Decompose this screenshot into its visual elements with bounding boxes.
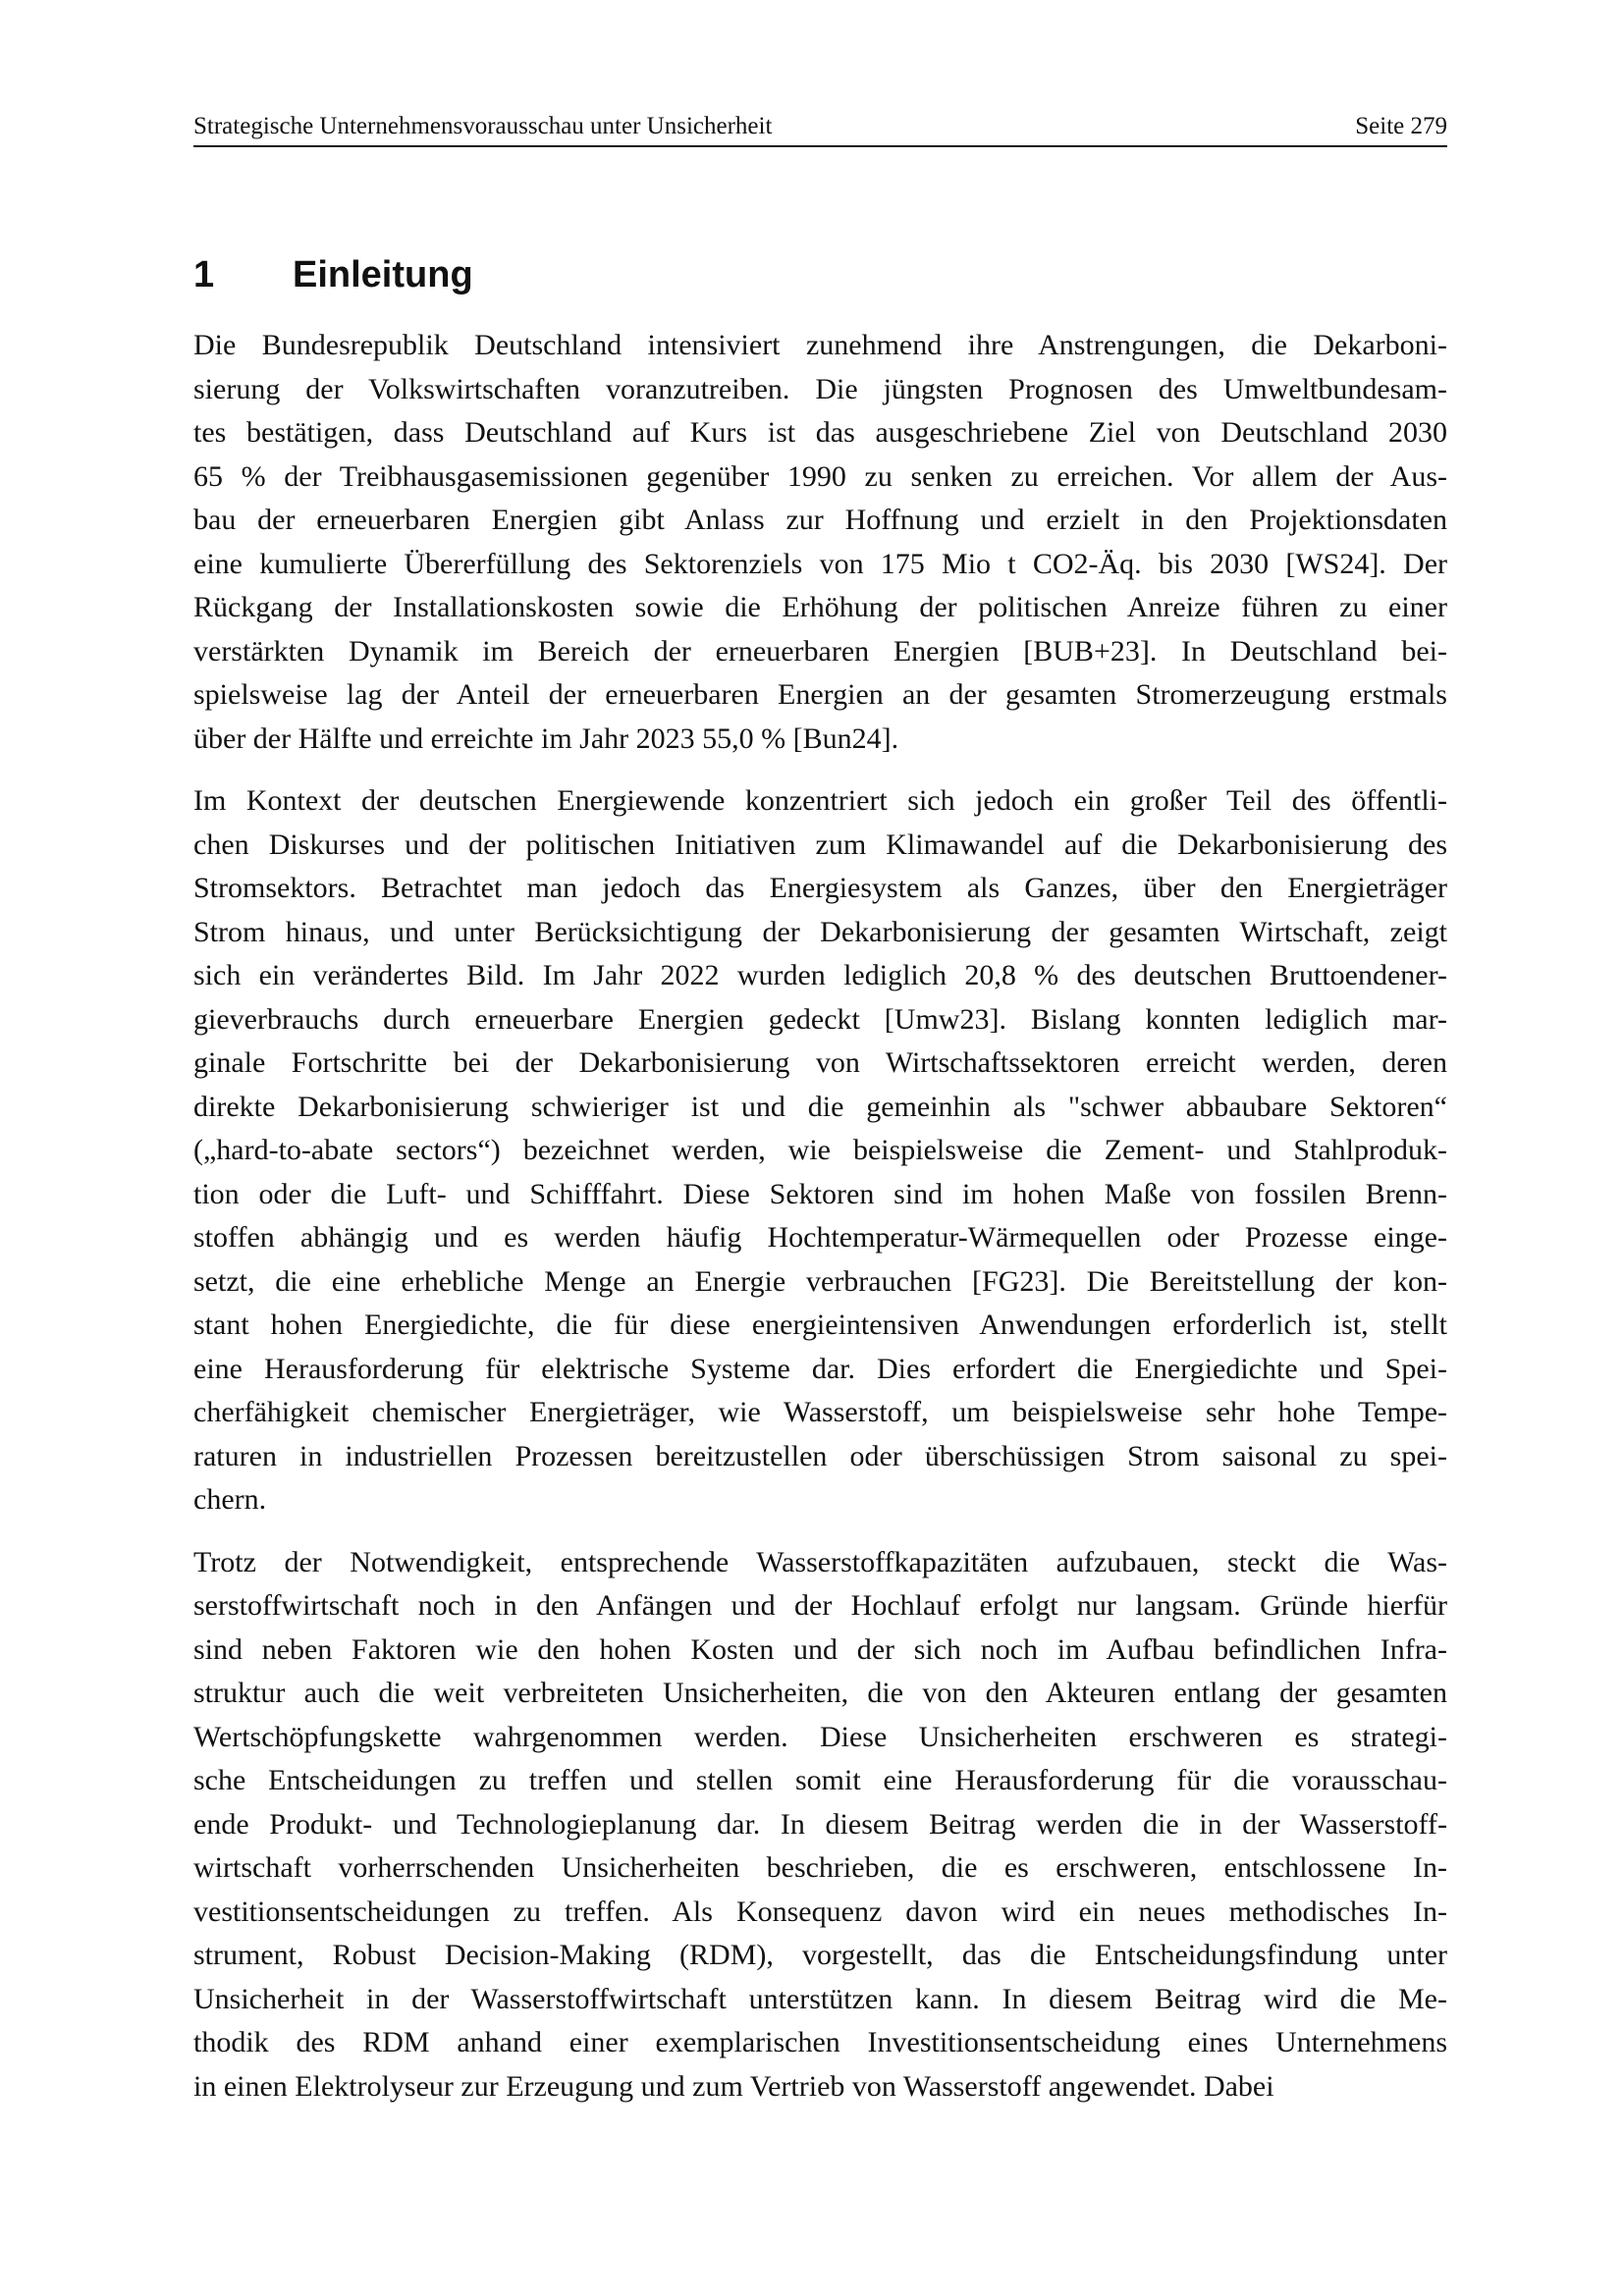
- page-number: Seite 279: [1355, 113, 1447, 139]
- text-line: in einen Elektrolyseur zur Erzeugung und zum Vertrieb von Wasserstoff angewendet. Dabei: [193, 2069, 1274, 2103]
- text-line: ginale Fortschritte bei der Dekarbonisierung von Wirtschaftssektoren erreicht werden, deren: [193, 1046, 1447, 1079]
- text-line: 65 % der Treibhausgasemissionen gegenüber 1990 zu senken zu erreichen. Vor allem der Aus-: [193, 459, 1447, 493]
- text-line: thodik des RDM anhand einer exemplarischen Investitionsentscheidung eines Unternehmens: [193, 2026, 1447, 2058]
- text-line: („hard-to-abate sectors“) bezeichnet werden, wie beispielsweise die Zement- und Stahlproduk-: [193, 1134, 1447, 1166]
- text-line: gieverbrauchs durch erneuerbare Energien gedeckt [Umw23]. Bislang konnten lediglich mar-: [193, 1002, 1447, 1036]
- text-line: sierung der Volkswirtschaften voranzutreiben. Die jüngsten Prognosen des Umweltbundesam-: [193, 372, 1447, 405]
- text-line: Wertschöpfungskette wahrgenommen werden. Diese Unsicherheiten erschweren es strategi-: [193, 1720, 1447, 1753]
- text-line: sche Entscheidungen zu treffen und stellen somit eine Herausforderung für die vorausschau-: [193, 1764, 1447, 1796]
- text-line: sich ein verändertes Bild. Im Jahr 2022 wurden lediglich 20,8 % des deutschen Bruttoendener-: [193, 959, 1447, 991]
- text-line: verstärkten Dynamik im Bereich der erneuerbaren Energien [BUB+23]. In Deutschland bei-: [193, 634, 1447, 667]
- text-line: ende Produkt- und Technologieplanung dar. In diesem Beitrag werden die in der Wasserstoff-: [193, 1807, 1447, 1841]
- text-line: tes bestätigen, dass Deutschland auf Kurs ist das ausgeschriebene Ziel von Deutschland 2030: [193, 416, 1447, 449]
- text-line: struktur auch die weit verbreiteten Unsicherheiten, die von den Akteuren entlang der gesamten: [193, 1677, 1447, 1709]
- text-line: Trotz der Notwendigkeit, entsprechende Wasserstoffkapazitäten aufzubauen, steckt die Was-: [193, 1545, 1447, 1578]
- text-line: Die Bundesrepublik Deutschland intensiviert zunehmend ihre Anstrengungen, die Dekarboni-: [193, 329, 1447, 361]
- text-line: spielsweise lag der Anteil der erneuerbaren Energien an der gesamten Stromerzeugung erstmals: [193, 678, 1447, 711]
- text-line: strument, Robust Decision-Making (RDM), vorgestellt, das die Entscheidungsfindung unter: [193, 1939, 1447, 1971]
- text-line: stant hohen Energiedichte, die für diese energieintensiven Anwendungen erforderlich ist, stellt: [193, 1308, 1447, 1341]
- section-heading: [193, 251, 473, 298]
- body-text: [193, 324, 1447, 2127]
- text-line: Rückgang der Installationskosten sowie die Erhöhung der politischen Anreize führen zu einer: [193, 591, 1447, 623]
- text-line: direkte Dekarbonisierung schwieriger ist und die gemeinhin als "schwer abbaubare Sektoren“: [193, 1090, 1447, 1123]
- section-number: 1: [193, 254, 215, 295]
- text-line: setzt, die eine erhebliche Menge an Energie verbrauchen [FG23]. Die Bereitstellung der kon-: [193, 1264, 1447, 1298]
- text-line: stoffen abhängig und es werden häufig Hochtemperatur-Wärmequellen oder Prozesse einge-: [193, 1221, 1447, 1254]
- text-line: tion oder die Luft- und Schifffahrt. Diese Sektoren sind im hohen Maße von fossilen Brenn-: [193, 1177, 1447, 1210]
- text-line: chen Diskurses und der politischen Initiativen zum Klimawandel auf die Dekarbonisierung des: [193, 828, 1447, 861]
- text-line: Strom hinaus, und unter Berücksichtigung der Dekarbonisierung der gesamten Wirtschaft, zeigt: [193, 915, 1447, 948]
- text-line: eine kumulierte Übererfüllung des Sektorenziels von 175 Mio t CO2-Äq. bis 2030 [WS24]. Der: [193, 547, 1447, 580]
- paragraph: [193, 779, 1447, 1522]
- text-line: wirtschaft vorherrschenden Unsicherheiten beschrieben, die es erschweren, entschlossene In-: [193, 1851, 1447, 1884]
- running-header: [193, 112, 1447, 147]
- text-line: sind neben Faktoren wie den hohen Kosten und der sich noch im Aufbau befindlichen Infra-: [193, 1632, 1447, 1666]
- text-line: Im Kontext der deutschen Energiewende konzentriert sich jedoch ein großer Teil des öffentli-: [193, 784, 1447, 817]
- text-line: raturen in industriellen Prozessen bereitzustellen oder überschüssigen Strom saisonal zu spei-: [193, 1439, 1447, 1472]
- text-line: Stromsektors. Betrachtet man jedoch das Energiesystem als Ganzes, über den Energieträger: [193, 872, 1447, 904]
- text-line: chern.: [193, 1483, 267, 1516]
- paragraph: [193, 324, 1447, 761]
- text-line: cherfähigkeit chemischer Energieträger, wie Wasserstoff, um beispielsweise sehr hohe Tempe-: [193, 1396, 1447, 1428]
- paragraph: [193, 1541, 1447, 2109]
- text-line: Unsicherheit in der Wasserstoffwirtschaft unterstützen kann. In diesem Beitrag wird die Me-: [193, 1982, 1447, 2015]
- running-title: Strategische Unternehmensvorausschau unter Unsicherheit: [193, 113, 773, 139]
- section-title: Einleitung: [293, 254, 473, 295]
- text-line: vestitionsentscheidungen zu treffen. Als Konsequenz davon wird ein neues methodisches In-: [193, 1895, 1447, 1928]
- text-line: eine Herausforderung für elektrische Systeme dar. Dies erfordert die Energiedichte und Spei-: [193, 1352, 1447, 1385]
- text-line: über der Hälfte und erreichte im Jahr 2023 55,0 % [Bun24].: [193, 721, 899, 755]
- text-line: serstoffwirtschaft noch in den Anfängen und der Hochlauf erfolgt nur langsam. Gründe hierfür: [193, 1589, 1447, 1622]
- text-line: bau der erneuerbaren Energien gibt Anlass zur Hoffnung und erzielt in den Projektionsdaten: [193, 504, 1447, 536]
